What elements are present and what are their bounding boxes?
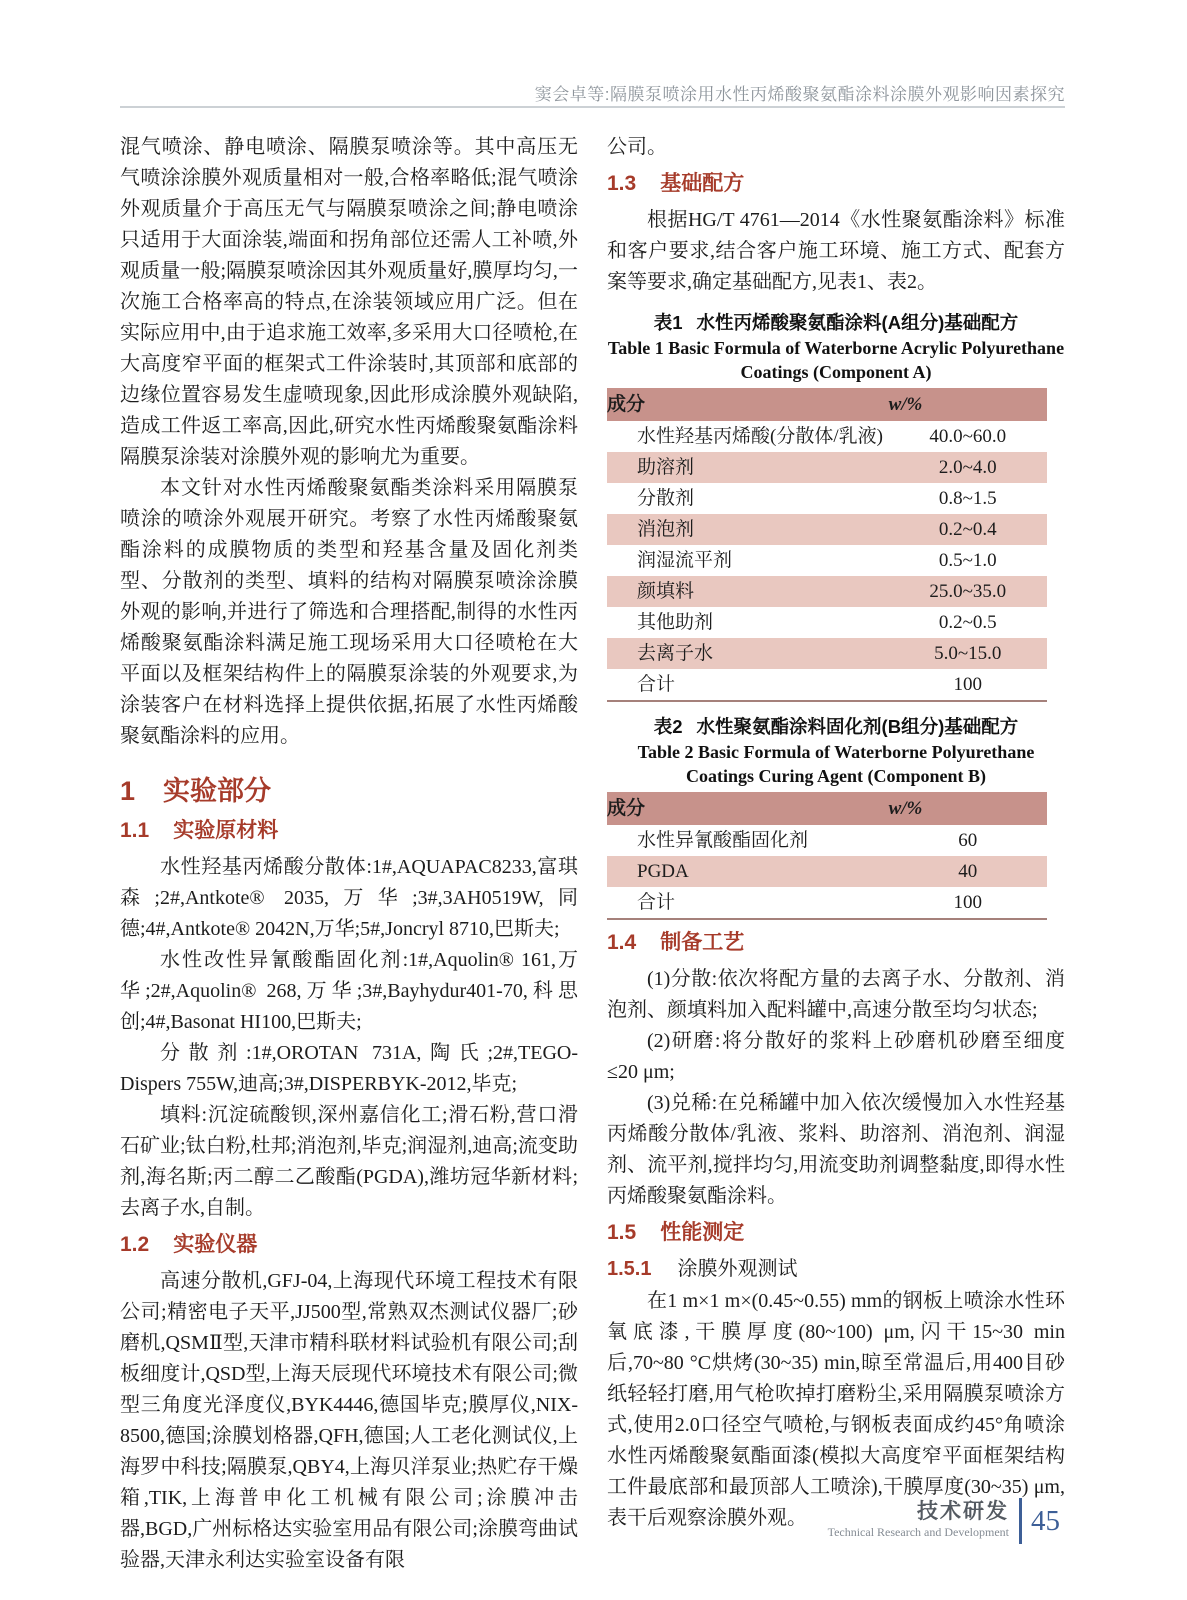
table-row: 去离子水 5.0~15.0 [607,638,1047,669]
table-row: 水性羟基丙烯酸(分散体/乳液) 40.0~60.0 [637,426,1007,447]
section-title: 基础配方 [660,172,745,195]
paragraph-overview: 本文针对水性丙烯酸聚氨酯类涂料采用隔膜泵喷涂的喷涂外观展开研究。考察了水性丙烯酸聚氨酯涂料的成膜物质的类型和羟基含量及固化剂类型、分散剂的类型、填料的结构对隔膜泵喷涂涂膜外观的影响,并进行了筛选和合理搭配,制得的水性丙烯酸聚氨酯涂料满足施工现场采用大口径喷枪在大平面以及框架结构件上的隔膜泵涂装的外观要求,为涂装客户在材料选择上提供依据,拓展了水性丙烯酸聚氨酯涂料的应用。 [120,477,578,747]
paragraph-curing-agents: 水性改性异氰酸酯固化剂:1#,Aquolin® 161,万华;2#,Aquolin® 268,万华;3#,Bayhydur401-70,科思创;4#,Basonat HI100,巴斯夫; [120,949,578,1033]
column-header-weight-percent: w/% [889,388,1047,421]
paragraph-appearance-test: 在1 m×1 m×(0.45~0.55) mm的钢板上喷涂水性环氧底漆,干膜厚度(80~100) μm,闪干15~30 min后,70~80 °C烘烤(30~35) min,晾至常温后,用400目砂纸轻轻打磨,用气枪吹掉打磨粉尘,采用隔膜泵喷涂方式,使用2.0口径空气喷枪,与钢板表面成约45°角喷涂水性丙烯酸聚氨酯面漆(模拟大高度窄平面框架结构工件最底部和最顶部人工喷涂),干膜厚度(30~35) μm,表干后观察涂膜外观。 [607,1290,1065,1529]
table-label: 表2 [653,716,683,737]
section-number: 1 [120,776,136,806]
section-title: 涂膜外观测试 [677,1258,798,1280]
table1-formula-component-a [607,388,1047,702]
section-heading-1 [120,774,578,808]
paragraph-dispersants: 分散剂:1#,OROTAN 731A,陶氏;2#,TEGO-Dispers 755W,迪高;3#,DISPERBYK-2012,毕克; [120,1042,578,1095]
table-title: 水性丙烯酸聚氨酯涂料(A组分)基础配方 [696,312,1019,333]
table1-caption-en: Table 1 Basic Formula of Waterborne Acrylic Polyurethane Coatings (Component A) [607,338,1065,382]
column-header-component: 成分 [607,792,889,825]
column-header-weight-percent: w/% [889,792,1047,825]
table-row: 消泡剂 0.2~0.4 [607,514,1047,545]
column-header-component: 成分 [607,388,889,421]
table-title: 水性聚氨酯涂料固化剂(B组分)基础配方 [696,716,1019,737]
section-number: 1.1 [120,819,150,842]
table1-caption-cn [607,310,1065,336]
table2-formula-component-b [607,792,1047,920]
footer-section-labels [828,1498,1009,1544]
table-row: 分散剂 0.8~1.5 [637,488,997,509]
section-title: 性能测定 [660,1221,745,1244]
table-row: 合计 100 [637,892,983,913]
footer-section-en: Technical Research and Development [827,1525,1009,1539]
paragraph-process-dispersion: (1)分散:依次将配方量的去离子水、分散剂、消泡剂、颜填料加入配料罐中,高速分散至均匀状态; [607,968,1065,1021]
paragraph-intro-continued: 混气喷涂、静电喷涂、隔膜泵喷涂等。其中高压无气喷涂涂膜外观质量相对一般,合格率略低;混气喷涂外观质量介于高压无气与隔膜泵喷涂之间;静电喷涂只适用于大面涂装,端面和拐角部位还需人工补喷,外观质量一般;隔膜泵喷涂因其外观质量好,膜厚均匀,一次施工合格率高的特点,在涂装领域应用广泛。但在实际应用中,由于追求施工效率,多采用大口径喷枪,在大高度窄平面的框架式工件涂装时,其顶部和底部的边缘位置容易发生虚喷现象,因此形成涂膜外观缺陷,造成工件返工率高,因此,研究水性丙烯酸聚氨酯涂料隔膜泵涂装对涂膜外观的影响尤为重要。 [120,136,578,468]
left-column [120,132,578,1576]
footer-divider-bar [1019,1498,1022,1544]
section-number: 1.4 [607,931,637,954]
paragraph-process-dilution: (3)兑稀:在兑稀罐中加入依次缓慢加入水性羟基丙烯酸分散体/乳液、浆料、助溶剂、消泡剂、润湿剂、流平剂,搅拌均匀,用流变助剂调整黏度,即得水性丙烯酸聚氨酯涂料。 [607,1092,1065,1207]
section-heading-1-5 [607,1218,1065,1248]
table-row: 合计 100 [637,674,983,695]
section-number: 1.2 [120,1233,150,1256]
table2-caption-cn [607,714,1065,740]
section-title: 制备工艺 [660,931,745,954]
table-header-row [607,792,1047,825]
table1-caption [607,310,1065,384]
table-row: 助溶剂 2.0~4.0 [607,452,1047,483]
paragraph-dispersions: 水性羟基丙烯酸分散体:1#,AQUAPAC8233,富琪森;2#,Antkote® 2035,万华;3#,3AH0519W,同德;4#,Antkote® 2042N,万华;5#,Joncryl 8710,巴斯夫; [120,856,578,940]
table-row: PGDA 40 [607,856,1047,887]
running-title: 窦会卓等:隔膜泵喷涂用水性丙烯酸聚氨酯涂料涂膜外观影响因素探究 [534,85,1065,104]
section-title: 实验原材料 [173,819,279,842]
section-heading-1-2 [120,1230,578,1260]
section-title: 实验部分 [163,776,272,806]
section-heading-1-4 [607,928,1065,958]
paragraph-fillers: 填料:沉淀硫酸钡,深州嘉信化工;滑石粉,营口滑石矿业;钛白粉,杜邦;消泡剂,毕克;润湿剂,迪高;流变助剂,海名斯;丙二醇二乙酸酯(PGDA),潍坊冠华新材料;去离子水,自制。 [120,1104,578,1219]
section-heading-1-1 [120,816,578,846]
table-row: 其他助剂 0.2~0.5 [637,612,997,633]
paragraph-base-formula: 根据HG/T 4761—2014《水性聚氨酯涂料》标准和客户要求,结合客户施工环境、施工方式、配套方案等要求,确定基础配方,见表1、表2。 [607,209,1065,293]
page-number: 45 [1031,1505,1060,1537]
section-title: 实验仪器 [173,1233,258,1256]
table2-caption-en: Table 2 Basic Formula of Waterborne Polyurethane Coatings Curing Agent (Component B) [637,742,1035,786]
paragraph-continued: 公司。 [607,136,667,158]
section-heading-1-3 [607,169,1065,199]
header-rule [120,106,1065,108]
table-row: 水性异氰酸酯固化剂 60 [637,830,978,851]
paragraph-process-grinding: (2)研磨:将分散好的浆料上砂磨机砂磨至细度≤20 μm; [607,1030,1065,1083]
section-number: 1.5 [607,1221,637,1244]
footer-section-cn: 技术研发 [917,1500,1009,1523]
paragraph-instruments: 高速分散机,GFJ-04,上海现代环境工程技术有限公司;精密电子天平,JJ500型,常熟双杰测试仪器厂;砂磨机,QSMⅡ型,天津市精科联材料试验机有限公司;刮板细度计,QSD型,上海天辰现代环境技术有限公司;微型三角度光泽度仪,BYK4446,德国毕克;膜厚仪,NIX-8500,德国;涂膜划格器,QFH,德国;人工老化测试仪,上海罗中科技;隔膜泵,QBY4,上海贝洋泵业;热贮存干燥箱,TIK,上海普申化工机械有限公司;涂膜冲击器,BGD,广州标格达实验室用品有限公司;涂膜弯曲试验器,天津永利达实验室设备有限 [120,1270,578,1571]
table-row: 颜填料 25.0~35.0 [607,576,1047,607]
table-label: 表1 [653,312,683,333]
table-header-row [607,388,1047,421]
section-heading-1-5-1 [607,1254,1065,1284]
section-number: 1.3 [607,172,637,195]
page-footer [828,1498,1060,1544]
right-column [607,132,1065,1534]
table2-caption [607,714,1065,788]
section-number: 1.5.1 [607,1258,652,1280]
table-row: 润湿流平剂 0.5~1.0 [637,550,997,571]
